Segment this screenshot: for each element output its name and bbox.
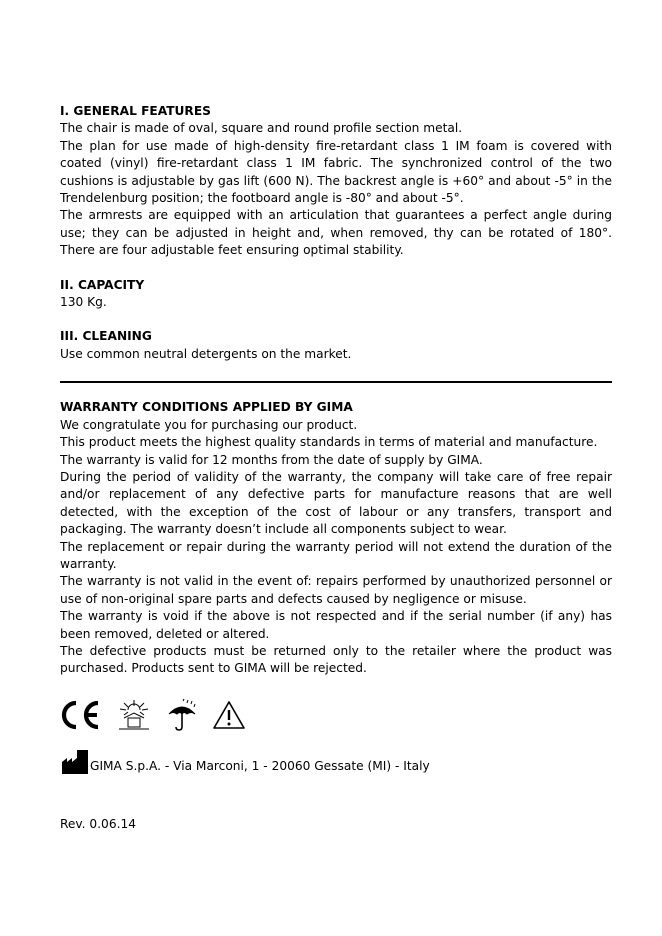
warranty-paragraph-2: This product meets the highest quality standards in terms of material and manufacture.: [60, 435, 598, 450]
warranty-paragraph-8: The defective products must be returned only to the retailer where the product was purchased. Products sent to GIMA will be rejected.: [60, 643, 612, 676]
general-paragraph-1: The chair is made of oval, square and round profile section metal.: [60, 121, 463, 136]
warranty-heading: WARRANTY CONDITIONS APPLIED BY GIMA: [60, 400, 353, 415]
general-paragraph-3: The armrests are equipped with an articulation that guarantees a perfect angle during use; they can be adjusted in height and, when removed, thy can be rotated of 180°. There are four adjustable feet ensuring optimal stability.: [60, 208, 612, 258]
general-paragraph-2: The plan for use made of high-density fire-retardant class 1 IM foam is covered with coated (vinyl) fire-retardant class 1 IM fabric. The synchronized control of the two cushions is adjustable by gas lift (600 N). The backrest angle is +60° and about -5° in the Trendelenburg position; the footboard angle is -80° and about -5°.: [60, 138, 612, 206]
cleaning-heading: III. CLEANING: [60, 329, 152, 344]
document-body: [60, 103, 612, 678]
section-divider: [60, 381, 612, 383]
general-features-heading: I. GENERAL FEATURES: [60, 104, 211, 118]
keep-dry-icon: [166, 698, 198, 732]
keep-away-from-sunlight-icon: [116, 698, 152, 732]
warranty-paragraph-7: The warranty is void if the above is not respected and if the serial number (if any) has been removed, deleted or altered.: [60, 609, 612, 641]
manufacturer-address: GIMA S.p.A. - Via Marconi, 1 - 20060 Gessate (MI) - Italy: [90, 759, 430, 773]
ce-mark-icon: [58, 699, 102, 731]
warranty-paragraph-3: The warranty is valid for 12 months from the date of supply by GIMA.: [60, 452, 483, 467]
warranty-paragraph-6: The warranty is not valid in the event of: repairs performed by unauthorized personnel or use of non-original spare parts and defects caused by negligence or misuse.: [60, 574, 612, 606]
caution-icon: [212, 699, 246, 731]
regulatory-symbols: [58, 697, 260, 733]
warranty-paragraph-5: The replacement or repair during the warranty period will not extend the duration of the warranty.: [60, 539, 612, 571]
cleaning-text: Use common neutral detergents on the market.: [60, 346, 352, 361]
manufacturer-line: [62, 750, 430, 774]
revision-number: Rev. 0.06.14: [60, 817, 136, 831]
spacer: [60, 311, 612, 328]
warranty-paragraph-1: We congratulate you for purchasing our product.: [60, 417, 358, 432]
capacity-heading: II. CAPACITY: [60, 277, 145, 292]
warranty-paragraph-4: During the period of validity of the warranty, the company will take care of free repair and/or replacement of any defective parts for manufacture reasons that are well detected, with the exception of the cost of labour or any transfers, transport and packaging. The warranty doesn’t include all components subject to wear.: [60, 469, 612, 537]
capacity-value: 130 Kg.: [60, 295, 107, 310]
spacer: [60, 260, 612, 277]
manufacturer-icon: [62, 750, 88, 774]
